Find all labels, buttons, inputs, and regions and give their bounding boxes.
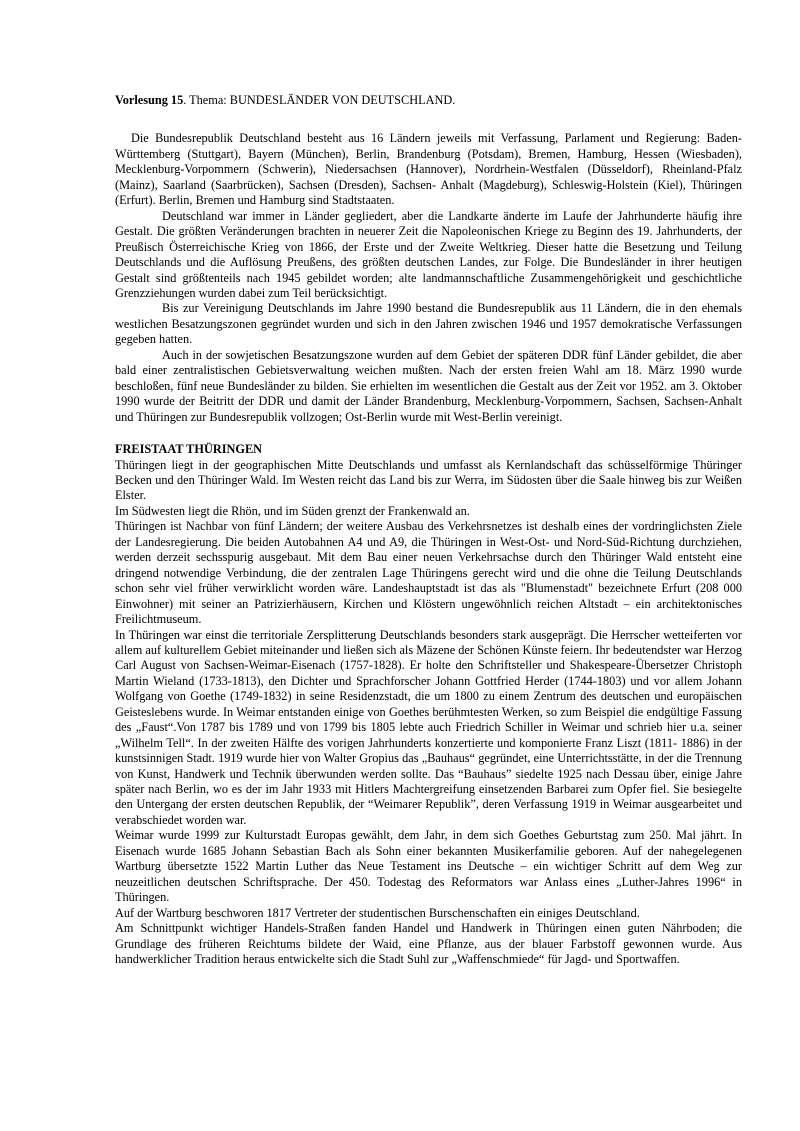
section-paragraph: In Thüringen war einst die territoriale Zersplitterung Deutschlands besonders stark ausgeprägt. Die Herrscher wetteiferten vor allem auf kulturellem Gebiet miteinander und ließen sich als Mäzene der Schönen Künste feiern. Ihr bedeutendster war Herzog Carl August von Sachsen-Weimar-Eisenach (1757-1828). Er holte den Schriftsteller und Shakespeare-Übersetzer Christoph Martin Wieland (1733-1813), den Dichter und Sprachforscher Johann Gottfried Herder (1744-1803) und vor allem Johann Wolfgang von Goethe (1749-1832) in seine Residenzstadt, die um 1800 zu einem Zentrum des deutschen und europäischen Geisteslebens wurde. In Weimar entstanden einige von Goethes berühmtesten Werken, so zum Beispiel die endgültige Fassung des „Faust“.Von 1787 bis 1789 und von 1799 bis 1805 lebte auch Friedrich Schiller in Weimar und schrieb hier u.a. seiner „Wilhelm Tell“. In der zweiten Hälfte des vorigen Jahrhunderts konzertierte und komponierte Franz Liszt (1811- 1886) in der kunstsinnigen Stadt. 1919 wurde hier von Walter Gropius das „Bauhaus“ gegründet, eine Unterrichtsstätte, in der die Trennung von Kunst, Handwerk und Technik überwunden werden sollte. Das “Bauhaus” siedelte 1925 nach Dessau über, einige Jahre später nach Berlin, wo es der im Jahr 1933 mit Hitlers Machtergreifung einsetzenden Barbarei zum Opfer fiel. Sie besiegelte den Untergang der ersten deutschen Republik, der “Weimarer Republik”, deren Verfassung 1919 in Weimar ausgearbeitet und verabschiedet worden war. xyxy=(115,627,742,827)
intro-paragraph-soviet-zone: Auch in der sowjetischen Besatzungszone wurden auf dem Gebiet der späteren DDR fünf Länder gebildet, die aber bald einer zentralistischen Gebietsverwaltung weichen mußten. Nach der ersten freien Wahl am 18. März 1990 wurde beschloßen, fünf neue Bundesländer zu bilden. Sie erhielten im wesentlichen die Gestalt aus der Zeit vor 1952. am 3. Oktober 1990 wurde der Beitritt der DDR und damit der Länder Brandenburg, Mecklenburg-Vorpommern, Sachsen, Sachsen-Anhalt und Thüringen zur Bundesrepublik vollzogen; Ost-Berlin wurde mit West-Berlin vereinigt. xyxy=(115,347,742,424)
section-paragraph: Im Südwesten liegt die Rhön, und im Süden grenzt der Frankenwald an. xyxy=(115,503,470,518)
section-paragraph: Thüringen liegt in der geographischen Mitte Deutschlands und umfasst als Kernlandschaft das schüsselförmige Thüringer Becken und den Thüringer Wald. Im Westen reicht das Land bis zur Werra, im Südosten über die Saale hinweg bis zur Weißen Elster. xyxy=(115,457,742,503)
lecture-topic: . Thema: BUNDESLÄNDER VON DEUTSCHLAND. xyxy=(183,93,456,107)
lecture-label: Vorlesung 15 xyxy=(115,93,184,107)
intro-paragraph-unification: Bis zur Vereinigung Deutschlands im Jahre 1990 bestand die Bundesrepublik aus 11 Ländern, die in den ehemals westlichen Besatzungszonen gegründet wurden und sich in den Jahren zwischen 1946 und 1957 demokratische Verfassungen gegeben hatten. xyxy=(115,301,742,347)
section-paragraph: Thüringen ist Nachbar von fünf Ländern; der weitere Ausbau des Verkehrsnetzes ist deshalb eines der vordringlichsten Ziele der Landesregierung. Die beiden Autobahnen A4 und A9, die Thüringen in West-Ost- und Nord-Süd-Richtung durchziehen, werden derzeit sechsspurig ausgebaut. Mit dem Bau einer neuen Verkehrsachse durch den Thüringer Wald entsteht eine dringend notwendige Verbindung, die der zentralen Lage Thüringens gerecht wird und die ohne die Teilung Deutschlands schon sehr viel früher verwirklicht worden wäre. Landeshauptstadt ist das als "Blumenstadt" bezeichnete Erfurt (208 000 Einwohner) mit seiner an Patrizierhäusern, Kirchen und Klöstern ungewöhnlich reichen Altstadt – ein architektonisches Freilichtmuseum. xyxy=(115,519,742,627)
section-paragraph: Auf der Wartburg beschworen 1817 Vertreter der studentischen Burschenschaften ein einiges Deutschland. xyxy=(115,905,640,920)
intro-paragraph-states: Die Bundesrepublik Deutschland besteht aus 16 Ländern jeweils mit Verfassung, Parlament und Regierung: Baden- Württemberg (Stuttgart), Bayern (München), Berlin, Brandenburg (Potsdam), Bremen, Hamburg, Hessen (Wiesbaden), Mecklenburg-Vorpommern (Schwerin), Niedersachsen (Hannover), Nordrhein-Westfalen (Düsseldorf), Rheinland-Pfalz (Mainz), Saarland (Saarbrücken), Sachsen (Dresden), Sachsen- Anhalt (Magdeburg), Schleswig-Holstein (Kiel), Thüringen (Erfurt). Berlin, Bremen und Hamburg sind Stadtstaaten. xyxy=(115,131,742,208)
section-paragraph: Weimar wurde 1999 zur Kulturstadt Europas gewählt, dem Jahr, in dem sich Goethes Geburtstag zum 250. Mal jährt. In Eisenach wurde 1685 Johann Sebastian Bach als Sohn einer bekannten Musikerfamilie geboren. Auf der nahegelegenen Wartburg übersetzte 1522 Martin Luther das Neue Testament ins Deutsche – ein wichtiger Schritt auf dem Weg zur neuzeitlichen deutschen Schriftsprache. Der 450. Todestag des Reformators war Anlass eines „Luther-Jahres 1996“ in Thüringen. xyxy=(115,828,742,905)
intro-paragraph-history: Deutschland war immer in Länder gegliedert, aber die Landkarte änderte im Laufe der Jahrhunderte häufig ihre Gestalt. Die größten Veränderungen brachten in neuerer Zeit die Napoleonischen Kriege zu Beginn des 19. Jahrhunderts, der Preußisch Österreichische Krieg von 1866, der Erste und der Zweite Weltkrieg. Dieser hatte die Besetzung und Teilung Deutschlands und die Auflösung Preußens, des größten deutschen Landes, zur Folge. Die Bundesländer in ihrer heutigen Gestalt sind größtenteils nach 1945 gebildet worden; alte landmannschaftliche Zusammengehörigkeit und geschichtliche Grenzziehungen wurden dabei zum Teil berücksichtigt. xyxy=(115,208,742,300)
document-page xyxy=(115,93,742,967)
section-heading: FREISTAAT THÜRINGEN xyxy=(115,442,263,457)
section-paragraph: Am Schnittpunkt wichtiger Handels-Straßen fanden Handel und Handwerk in Thüringen einen guten Nährboden; die Grundlage des früheren Reichtums bildete der Waid, eine Pflanze, aus der blauer Farbstoff gewonnen wurde. Aus handwerklicher Tradition heraus entwickelte sich die Stadt Suhl zur „Waffenschmiede“ für Jagd- und Sportwaffen. xyxy=(115,921,742,967)
lecture-title xyxy=(115,93,742,108)
